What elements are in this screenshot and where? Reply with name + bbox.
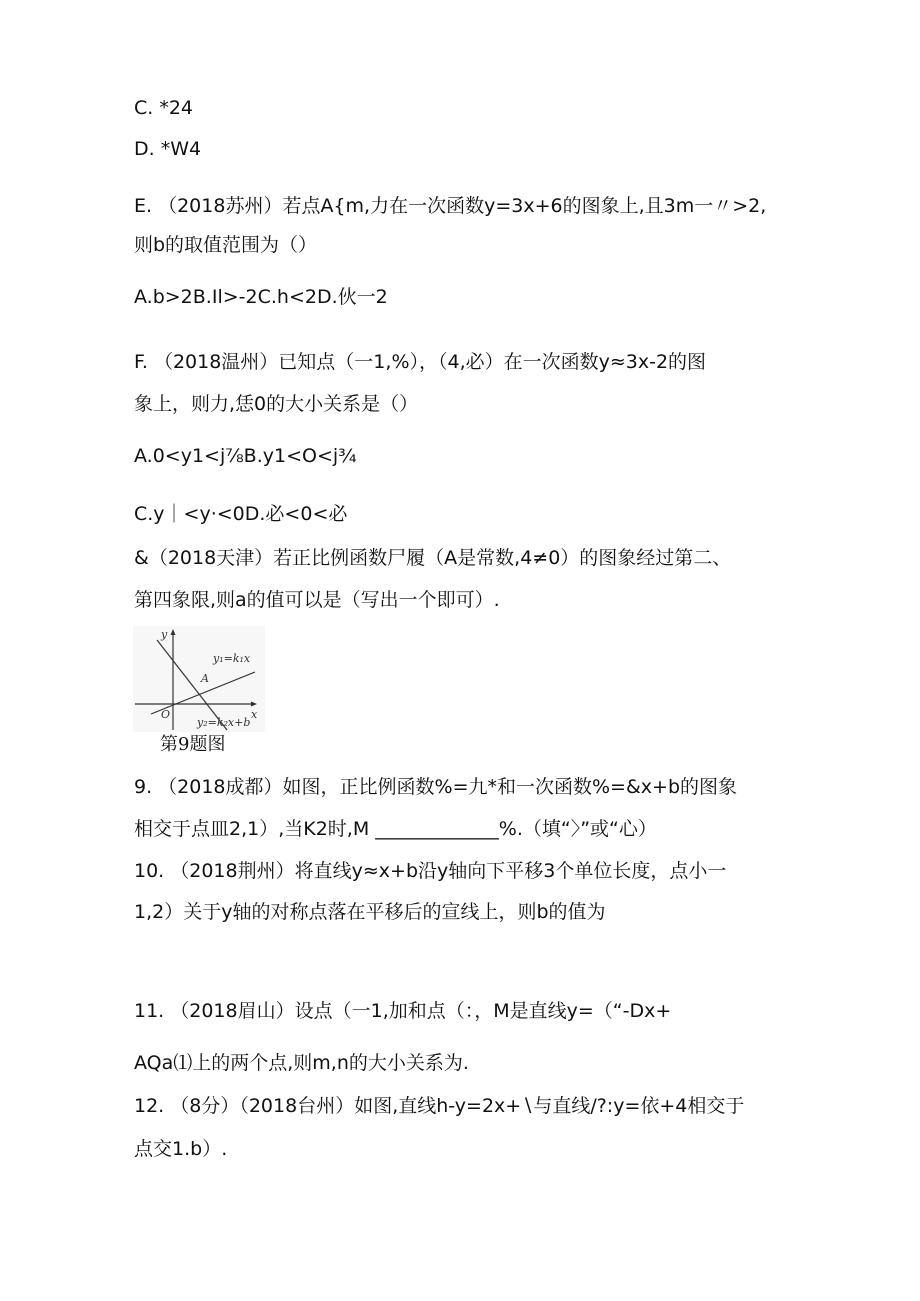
text-line-19: 点交1.b）. (134, 1138, 228, 1160)
text-line-5: A.b>2B.Il>-2C.h<2D.伙一2 (134, 286, 388, 308)
text-line-6: F. （2018温州）已知点（一1,%），（4,必）在一次函数y≈3x-2的图 (134, 351, 707, 373)
y-axis-label: y (161, 628, 168, 641)
text-line-4: 则b的取值范围为（） (134, 234, 318, 256)
origin-label: O (161, 708, 171, 721)
text-line-1: C. *24 (134, 97, 194, 119)
text-line-10: &（2018天津）若正比例函数尸履（A是常数,4≠0）的图象经过第二、 (134, 547, 732, 569)
text-line-12: 9. （2018成都）如图，正比例函数%=九*和一次函数%=&x+b的图象 (134, 776, 738, 798)
x-axis-label: x (251, 708, 258, 721)
line-y2-label: y₂=k₂x+b (197, 716, 251, 729)
graph-figure (133, 626, 265, 732)
text-line-9: C.y｜<y·<0D.必<0<必 (134, 503, 348, 525)
graph-svg (133, 626, 265, 732)
text-line-17: AQa⑴上的两个点,则m,n的大小关系为. (134, 1052, 469, 1074)
text-line-13: 相交于点皿2,1）,当K2时,M _____________%.（填“〉”或“心） (134, 818, 657, 840)
text-line-11: 第四象限,则a的值可以是（写出一个即可）. (134, 589, 500, 611)
text-line-3: E. （2018苏州）若点A{m,力在一次函数y=3x+6的图象上,且3m一〃>2, (134, 195, 767, 217)
line-y1-label: y₁=k₁x (213, 652, 251, 665)
figure-caption: 第9题图 (160, 734, 226, 755)
text-line-2: D. *W4 (134, 138, 202, 160)
text-line-16: 11. （2018眉山）设点（一1,加和点（：，M是直线y=（“-Dx+ (134, 1000, 672, 1022)
text-line-18: 12. （8分）（2018台州）如图,直线h-y=2x+∖与直线/?:y=依+4相交于 (134, 1095, 745, 1117)
text-line-8: A.0<y1<j⅞B.y1<O<j¾ (134, 445, 357, 467)
text-line-14: 10. （2018荆州）将直线y≈x+b沿y轴向下平移3个单位长度，点小一 (134, 860, 727, 882)
text-line-7: 象上，则力,恁0的大小关系是（） (134, 393, 419, 415)
text-line-15: 1,2）关于y轴的对称点落在平移后的宣线上，则b的值为 (134, 901, 606, 923)
point-a-label: A (201, 672, 209, 685)
